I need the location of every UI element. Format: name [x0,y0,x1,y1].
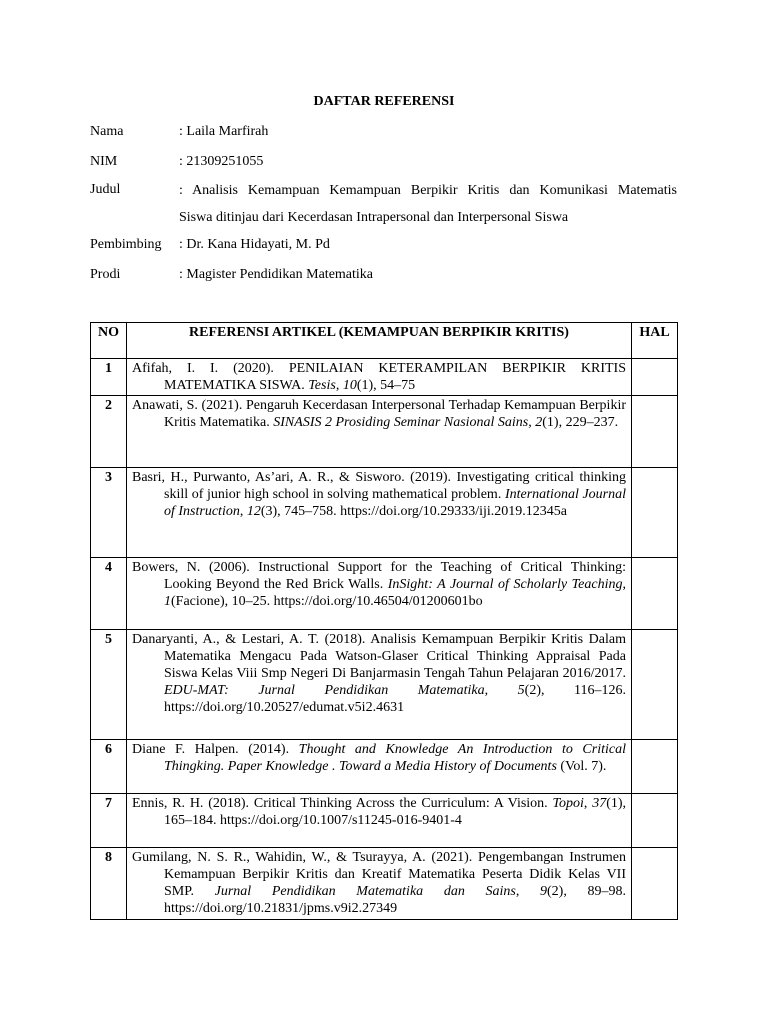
hal-cell [632,468,678,558]
judul-label: Judul [90,182,121,197]
hal-cell [632,848,678,920]
reference-text [132,397,626,431]
table-row [91,630,678,740]
reference-text-separator: , [484,683,518,698]
reference-text-tail: (1), 54–75 [356,378,416,393]
reference-volume-italic: 10 [342,378,357,393]
reference-cell [127,630,632,740]
header-no: NO [91,323,127,359]
hal-cell [632,630,678,740]
page-title: DAFTAR REFERENSI [313,94,455,109]
reference-text-plain: Anawati, S. (2021). Pengaruh Kecerdasan Interpersonal Terhadap Kemampuan Berpikir Kritis Matematika. [132,398,626,430]
reference-text [132,559,626,610]
reference-text-plain: Bowers, N. (2006). Instructional Support for the Teaching of Critical Thinking: Looking Beyond the Red Brick Walls. [132,560,626,592]
reference-volume-italic: 2 [535,415,543,430]
nim-label: NIM [90,154,118,169]
row-number: 6 [91,740,127,794]
reference-source-italic: Topoi [552,796,584,811]
reference-text-separator: , [622,577,626,592]
reference-text-separator: , [583,796,593,811]
reference-cell [127,848,632,920]
reference-text-plain: Gumilang, N. S. R., Wahidin, W., & Tsurayya, A. (2021). Pengembangan Instrumen Kemampuan Berpikir Kritis dan Kreatif Matematika Peserta Didik Kelas VII SMP. [132,850,626,899]
reference-volume-italic: 5 [517,683,525,698]
header-hal: HAL [632,323,678,359]
nama-value: : Laila Marfirah [179,124,269,139]
hal-cell [632,794,678,848]
reference-text-tail: (3), 745–758. https://doi.org/10.29333/iji.2019.12345a [260,504,568,519]
reference-text-tail: (1), 229–237. [542,415,619,430]
table-row [91,396,678,468]
judul-value-line-1: : Analisis Kemampuan Kemampuan Berpikir Kritis dan Komunikasi Matematis [179,183,677,198]
reference-text-plain: Afifah, I. I. (2020). PENILAIAN KETERAMPILAN BERPIKIR KRITIS MATEMATIKA SISWA. [132,361,626,393]
reference-source-italic: Jurnal Pendidikan Matematika dan Sains [214,884,516,899]
reference-text [132,469,626,520]
reference-text-tail: (2), 89–98. https://doi.org/10.21831/jpms.v9i2.27349 [164,884,626,916]
reference-text [132,741,626,775]
judul-value [179,177,677,231]
table-row [91,794,678,848]
reference-volume-italic: 1 [164,594,171,609]
row-number: 4 [91,558,127,630]
reference-source-italic: International Journal of Instruction [164,487,627,519]
reference-volume-italic: 9 [540,884,547,899]
reference-text-separator: , [335,378,343,393]
reference-table-body [91,359,678,920]
reference-cell [127,396,632,468]
judul-value-line-2: Siswa ditinjau dari Kecerdasan Intrapersonal dan Interpersonal Siswa [179,210,569,225]
hal-cell [632,396,678,468]
table-row [91,848,678,920]
reference-cell [127,359,632,396]
reference-source-italic: SINASIS 2 Prosiding Seminar Nasional Sains [273,415,529,430]
row-number: 5 [91,630,127,740]
table-row [91,558,678,630]
reference-text-separator: (Vol. 7). [556,759,607,774]
reference-source-italic: EDU-MAT: Jurnal Pendidikan Matematika [164,683,485,698]
reference-text-separator: , [515,884,540,899]
reference-cell [127,468,632,558]
row-number: 7 [91,794,127,848]
table-row [91,359,678,396]
reference-text-plain: Diane F. Halpen. (2014). [132,742,299,757]
reference-source-italic: InSight: A Journal of Scholarly Teaching [387,577,623,592]
reference-text-tail: (2), 116–126. https://doi.org/10.20527/edumat.v5i2.4631 [164,683,627,715]
pembimbing-label: Pembimbing [90,237,162,252]
prodi-label: Prodi [90,267,121,282]
table-row [91,740,678,794]
reference-volume-italic: 37 [592,796,607,811]
reference-table [90,322,678,920]
reference-text-plain: Danaryanti, A., & Lestari, A. T. (2018). Analisis Kemampuan Berpikir Kritis Dalam Matematika Mengacu Pada Watson-Glaser Critical Thinking Appraisal Pada Siswa Kelas Viii Smp Negeri Di Banjarmasin Tengah Tahun Pelajaran 2016/2017. [132,632,626,681]
reference-source-italic: Tesis [308,378,336,393]
row-number: 8 [91,848,127,920]
hal-cell [632,740,678,794]
reference-text-plain: Basri, H., Purwanto, As’ari, A. R., & Sisworo. (2019). Investigating critical thinking skill of junior high school in solving mathematical problem. [132,470,626,502]
reference-volume-italic: 12 [246,504,261,519]
reference-text-plain: Ennis, R. H. (2018). Critical Thinking Across the Curriculum: A Vision. [132,796,553,811]
reference-cell [127,740,632,794]
hal-cell [632,558,678,630]
header-reference: REFERENSI ARTIKEL (KEMAMPUAN BERPIKIR KRITIS) [127,323,632,359]
prodi-value: : Magister Pendidikan Matematika [179,267,374,282]
row-number: 3 [91,468,127,558]
reference-text-separator: , [239,504,247,519]
nim-value: : 21309251055 [179,154,264,169]
table-row [91,468,678,558]
reference-text [132,795,626,829]
row-number: 1 [91,359,127,396]
reference-text [132,360,626,394]
reference-text [132,631,626,716]
row-number: 2 [91,396,127,468]
reference-cell [127,558,632,630]
hal-cell [632,359,678,396]
table-header-row [91,323,678,359]
nama-label: Nama [90,124,124,139]
pembimbing-value: : Dr. Kana Hidayati, M. Pd [179,237,330,252]
reference-source-italic: Thought and Knowledge An Introduction to Critical Thingking. Paper Knowledge . Toward a Media History of Documents [164,742,626,774]
reference-cell [127,794,632,848]
reference-text-separator: , [528,415,536,430]
reference-text [132,849,626,917]
reference-text-tail: (1), 165–184. https://doi.org/10.1007/s11245-016-9401-4 [164,796,627,828]
reference-text-tail: (Facione), 10–25. https://doi.org/10.46504/01200601bo [171,594,483,609]
